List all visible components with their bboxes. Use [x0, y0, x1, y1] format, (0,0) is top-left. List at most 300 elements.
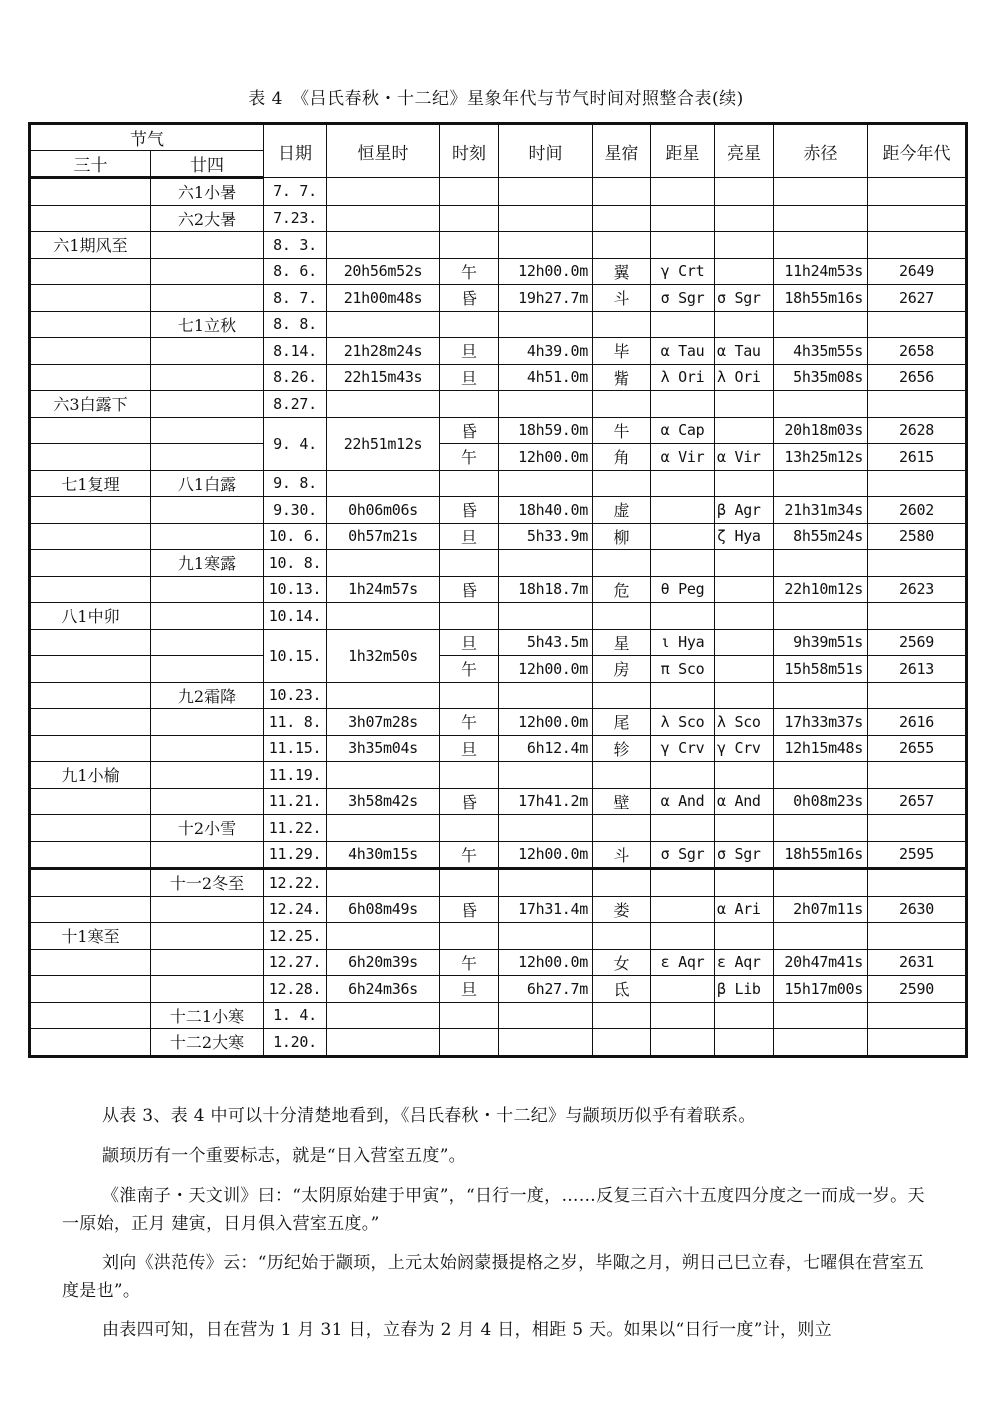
cell-moment — [440, 815, 499, 842]
cell-moment — [440, 1029, 499, 1057]
table-row — [30, 311, 967, 338]
cell-juxing — [651, 1002, 715, 1029]
cell-moment — [440, 923, 499, 950]
cell-time: 19h27.7m — [499, 285, 593, 312]
cell-sidereal: 0h06m06s — [327, 497, 440, 524]
cell-juxing — [651, 896, 715, 923]
cell-sidereal: 6h20m39s — [327, 949, 440, 976]
table-row — [30, 788, 967, 815]
cell-ra — [774, 1029, 868, 1057]
cell-moment: 昏 — [440, 285, 499, 312]
cell-sanshi — [30, 788, 151, 815]
cell-ershisi — [151, 762, 264, 789]
cell-ershisi — [151, 258, 264, 285]
cell-ershisi — [151, 656, 264, 683]
cell-years: 2623 — [868, 576, 967, 603]
cell-liangxing: α And — [715, 788, 774, 815]
table-row — [30, 762, 967, 789]
cell-juxing — [651, 976, 715, 1003]
header-juxing: 距星 — [651, 124, 715, 178]
cell-ershisi — [151, 444, 264, 471]
cell-moment: 午 — [440, 841, 499, 869]
cell-ershisi: 十一2冬至 — [151, 869, 264, 897]
cell-years — [868, 762, 967, 789]
cell-ershisi — [151, 603, 264, 630]
cell-moment: 昏 — [440, 576, 499, 603]
cell-moment: 旦 — [440, 364, 499, 391]
cell-sidereal: 6h24m36s — [327, 976, 440, 1003]
cell-sanshi — [30, 364, 151, 391]
cell-ershisi — [151, 709, 264, 736]
cell-years: 2628 — [868, 417, 967, 444]
cell-sidereal: 6h08m49s — [327, 896, 440, 923]
cell-ershisi — [151, 391, 264, 418]
cell-ershisi — [151, 576, 264, 603]
cell-time — [499, 550, 593, 577]
cell-sidereal — [327, 815, 440, 842]
cell-date: 8. 3. — [264, 232, 327, 259]
cell-liangxing — [715, 311, 774, 338]
cell-moment: 旦 — [440, 976, 499, 1003]
cell-ershisi — [151, 523, 264, 550]
cell-time: 12h00.0m — [499, 841, 593, 869]
cell-liangxing — [715, 576, 774, 603]
cell-sanshi — [30, 709, 151, 736]
cell-sanshi: 七1复理 — [30, 470, 151, 497]
cell-xiu — [593, 1002, 651, 1029]
cell-liangxing — [715, 205, 774, 232]
cell-sanshi — [30, 656, 151, 683]
cell-sanshi — [30, 523, 151, 550]
cell-years: 2613 — [868, 656, 967, 683]
header-liangxing: 亮星 — [715, 124, 774, 178]
cell-sidereal — [327, 391, 440, 418]
cell-moment — [440, 603, 499, 630]
cell-sidereal: 0h57m21s — [327, 523, 440, 550]
cell-ra — [774, 815, 868, 842]
table-row — [30, 258, 967, 285]
cell-years: 2649 — [868, 258, 967, 285]
cell-sanshi — [30, 311, 151, 338]
cell-sanshi — [30, 417, 151, 444]
cell-xiu: 壁 — [593, 788, 651, 815]
cell-sanshi: 六1期风至 — [30, 232, 151, 259]
cell-ra — [774, 470, 868, 497]
cell-liangxing — [715, 815, 774, 842]
cell-time — [499, 682, 593, 709]
cell-time — [499, 311, 593, 338]
cell-sidereal — [327, 869, 440, 897]
cell-time: 18h40.0m — [499, 497, 593, 524]
cell-sidereal — [327, 550, 440, 577]
cell-time: 6h27.7m — [499, 976, 593, 1003]
cell-xiu: 娄 — [593, 896, 651, 923]
cell-years — [868, 869, 967, 897]
table-row — [30, 364, 967, 391]
cell-ra — [774, 762, 868, 789]
cell-ershisi: 九1寒露 — [151, 550, 264, 577]
cell-juxing — [651, 311, 715, 338]
cell-date: 10.14. — [264, 603, 327, 630]
cell-ra — [774, 550, 868, 577]
cell-ra: 15h58m51s — [774, 656, 868, 683]
cell-xiu — [593, 205, 651, 232]
cell-time: 6h12.4m — [499, 735, 593, 762]
header-xiu: 星宿 — [593, 124, 651, 178]
cell-time: 5h43.5m — [499, 629, 593, 656]
cell-sanshi — [30, 258, 151, 285]
cell-sanshi — [30, 841, 151, 869]
table-row — [30, 709, 967, 736]
header-time: 时间 — [499, 124, 593, 178]
cell-juxing: σ Sgr — [651, 841, 715, 869]
table-row — [30, 869, 967, 897]
cell-time: 18h59.0m — [499, 417, 593, 444]
cell-moment — [440, 762, 499, 789]
cell-sanshi — [30, 338, 151, 365]
header-ra: 赤径 — [774, 124, 868, 178]
table-row — [30, 1029, 967, 1057]
table-row — [30, 976, 967, 1003]
cell-ra: 12h15m48s — [774, 735, 868, 762]
cell-sidereal: 22h51m12s — [327, 417, 440, 470]
cell-date: 10. 8. — [264, 550, 327, 577]
cell-years: 2627 — [868, 285, 967, 312]
cell-juxing — [651, 205, 715, 232]
cell-juxing: α Vir — [651, 444, 715, 471]
cell-years — [868, 232, 967, 259]
cell-juxing: γ Crv — [651, 735, 715, 762]
cell-sanshi — [30, 682, 151, 709]
cell-sanshi — [30, 949, 151, 976]
cell-years — [868, 1029, 967, 1057]
cell-date: 1.20. — [264, 1029, 327, 1057]
cell-juxing — [651, 550, 715, 577]
paragraph — [62, 1182, 934, 1238]
header-moment: 时刻 — [440, 124, 499, 178]
cell-time — [499, 205, 593, 232]
cell-ra: 21h31m34s — [774, 497, 868, 524]
cell-juxing — [651, 1029, 715, 1057]
cell-liangxing — [715, 258, 774, 285]
cell-date: 11. 8. — [264, 709, 327, 736]
cell-xiu — [593, 232, 651, 259]
cell-juxing: α Tau — [651, 338, 715, 365]
cell-time — [499, 232, 593, 259]
paragraph-text: 刘向《洪范传》云：“历纪始于颛顼，上元太始阏蒙摄提格之岁，毕陬之月，朔日己巳立春，七曜俱在营室五度是也”。 — [62, 1253, 925, 1301]
cell-xiu — [593, 762, 651, 789]
cell-date: 11.29. — [264, 841, 327, 869]
cell-xiu: 觜 — [593, 364, 651, 391]
cell-time: 12h00.0m — [499, 949, 593, 976]
cell-juxing: α And — [651, 788, 715, 815]
cell-ra: 13h25m12s — [774, 444, 868, 471]
cell-sidereal: 3h35m04s — [327, 735, 440, 762]
table-row — [30, 205, 967, 232]
cell-juxing — [651, 815, 715, 842]
cell-juxing — [651, 178, 715, 206]
cell-sidereal: 21h28m24s — [327, 338, 440, 365]
table-row — [30, 949, 967, 976]
cell-time — [499, 815, 593, 842]
cell-xiu: 牛 — [593, 417, 651, 444]
cell-sidereal: 1h24m57s — [327, 576, 440, 603]
cell-date: 12.22. — [264, 869, 327, 897]
cell-years — [868, 1002, 967, 1029]
cell-moment — [440, 205, 499, 232]
table-row — [30, 735, 967, 762]
cell-date: 8. 6. — [264, 258, 327, 285]
cell-juxing: α Cap — [651, 417, 715, 444]
cell-years: 2656 — [868, 364, 967, 391]
header-date: 日期 — [264, 124, 327, 178]
cell-xiu — [593, 391, 651, 418]
cell-sanshi — [30, 550, 151, 577]
cell-moment: 午 — [440, 949, 499, 976]
paragraph-text: 从表 3、表 4 中可以十分清楚地看到，《吕氏春秋・十二纪》与颛顼历似乎有着联系。 — [102, 1106, 756, 1126]
paragraph-text: 颛顼历有一个重要标志，就是“日入营室五度”。 — [102, 1146, 466, 1166]
cell-time — [499, 470, 593, 497]
paragraph — [62, 1249, 934, 1305]
cell-liangxing: λ Sco — [715, 709, 774, 736]
cell-date: 11.21. — [264, 788, 327, 815]
cell-liangxing: α Tau — [715, 338, 774, 365]
table-row — [30, 682, 967, 709]
cell-sidereal: 22h15m43s — [327, 364, 440, 391]
cell-xiu: 虚 — [593, 497, 651, 524]
cell-years: 2658 — [868, 338, 967, 365]
cell-time: 12h00.0m — [499, 656, 593, 683]
cell-xiu: 房 — [593, 656, 651, 683]
cell-ra — [774, 311, 868, 338]
table-row — [30, 896, 967, 923]
cell-years — [868, 391, 967, 418]
cell-xiu: 斗 — [593, 285, 651, 312]
cell-juxing: σ Sgr — [651, 285, 715, 312]
cell-moment — [440, 470, 499, 497]
cell-juxing — [651, 762, 715, 789]
cell-moment — [440, 311, 499, 338]
cell-xiu — [593, 682, 651, 709]
cell-sanshi — [30, 896, 151, 923]
cell-date: 10. 6. — [264, 523, 327, 550]
cell-sidereal — [327, 762, 440, 789]
paragraph — [62, 1102, 934, 1130]
star-solar-term-table — [28, 122, 968, 1058]
cell-date: 12.25. — [264, 923, 327, 950]
cell-date: 8. 7. — [264, 285, 327, 312]
table-row — [30, 232, 967, 259]
cell-ershisi: 十二1小寒 — [151, 1002, 264, 1029]
cell-time: 5h33.9m — [499, 523, 593, 550]
cell-liangxing — [715, 550, 774, 577]
cell-xiu: 女 — [593, 949, 651, 976]
cell-liangxing — [715, 682, 774, 709]
cell-date: 7. 7. — [264, 178, 327, 206]
cell-sanshi: 八1中卯 — [30, 603, 151, 630]
cell-date: 8.27. — [264, 391, 327, 418]
cell-ershisi: 六2大暑 — [151, 205, 264, 232]
cell-date: 10.15. — [264, 629, 327, 682]
table-row — [30, 923, 967, 950]
cell-ershisi: 十二2大寒 — [151, 1029, 264, 1057]
cell-time — [499, 869, 593, 897]
cell-liangxing: β Lib — [715, 976, 774, 1003]
cell-juxing: ι Hya — [651, 629, 715, 656]
paragraph-text: 由表四可知，日在营为 1 月 31 日，立春为 2 月 4 日，相距 5 天。如果以“日行一度”计，则立 — [102, 1320, 832, 1340]
cell-moment: 昏 — [440, 896, 499, 923]
cell-time — [499, 923, 593, 950]
cell-ershisi — [151, 788, 264, 815]
cell-juxing — [651, 470, 715, 497]
cell-liangxing — [715, 923, 774, 950]
cell-ra: 22h10m12s — [774, 576, 868, 603]
cell-ra: 5h35m08s — [774, 364, 868, 391]
table-row — [30, 391, 967, 418]
cell-sidereal: 3h58m42s — [327, 788, 440, 815]
cell-date: 8.14. — [264, 338, 327, 365]
cell-xiu: 尾 — [593, 709, 651, 736]
cell-ershisi: 七1立秋 — [151, 311, 264, 338]
cell-moment: 昏 — [440, 788, 499, 815]
cell-ershisi — [151, 497, 264, 524]
header-ershisi: 廿四 — [151, 151, 264, 178]
cell-sanshi — [30, 1002, 151, 1029]
cell-ra: 20h18m03s — [774, 417, 868, 444]
cell-liangxing — [715, 1002, 774, 1029]
table-row — [30, 338, 967, 365]
cell-sanshi — [30, 205, 151, 232]
cell-sidereal — [327, 178, 440, 206]
cell-ra: 15h17m00s — [774, 976, 868, 1003]
table-caption: 表 4 《吕氏春秋・十二纪》星象年代与节气时间对照整合表(续) — [248, 89, 744, 109]
cell-xiu — [593, 470, 651, 497]
cell-years: 2590 — [868, 976, 967, 1003]
cell-liangxing — [715, 603, 774, 630]
cell-juxing — [651, 923, 715, 950]
cell-sanshi: 六3白露下 — [30, 391, 151, 418]
cell-sanshi — [30, 285, 151, 312]
cell-years — [868, 682, 967, 709]
cell-sanshi — [30, 444, 151, 471]
cell-xiu — [593, 869, 651, 897]
cell-liangxing: α Ari — [715, 896, 774, 923]
cell-years — [868, 550, 967, 577]
cell-years: 2655 — [868, 735, 967, 762]
cell-sanshi — [30, 178, 151, 206]
cell-ershisi: 十2小雪 — [151, 815, 264, 842]
cell-juxing: ε Aqr — [651, 949, 715, 976]
cell-sidereal: 20h56m52s — [327, 258, 440, 285]
cell-moment: 昏 — [440, 417, 499, 444]
cell-xiu — [593, 311, 651, 338]
cell-xiu: 危 — [593, 576, 651, 603]
cell-xiu: 毕 — [593, 338, 651, 365]
cell-years: 2595 — [868, 841, 967, 869]
table-row — [30, 497, 967, 524]
table-row — [30, 656, 967, 683]
cell-xiu: 柳 — [593, 523, 651, 550]
table-row — [30, 444, 967, 471]
cell-liangxing: ζ Hya — [715, 523, 774, 550]
cell-juxing: θ Peg — [651, 576, 715, 603]
cell-ra — [774, 178, 868, 206]
cell-ershisi — [151, 923, 264, 950]
cell-time: 12h00.0m — [499, 709, 593, 736]
cell-time: 18h18.7m — [499, 576, 593, 603]
cell-date: 11.15. — [264, 735, 327, 762]
cell-ra: 8h55m24s — [774, 523, 868, 550]
cell-sanshi — [30, 735, 151, 762]
cell-years — [868, 311, 967, 338]
header-sanshi: 三十 — [30, 151, 151, 178]
cell-ra — [774, 232, 868, 259]
cell-ra: 20h47m41s — [774, 949, 868, 976]
cell-time: 12h00.0m — [499, 258, 593, 285]
table-row — [30, 417, 967, 444]
cell-xiu — [593, 603, 651, 630]
cell-moment: 昏 — [440, 497, 499, 524]
cell-moment — [440, 869, 499, 897]
cell-time: 4h39.0m — [499, 338, 593, 365]
cell-juxing — [651, 391, 715, 418]
cell-sanshi — [30, 497, 151, 524]
cell-ra — [774, 923, 868, 950]
cell-ershisi: 六1小暑 — [151, 178, 264, 206]
cell-date: 12.24. — [264, 896, 327, 923]
cell-moment: 午 — [440, 709, 499, 736]
cell-liangxing: σ Sgr — [715, 841, 774, 869]
cell-xiu — [593, 550, 651, 577]
cell-ershisi: 九2霜降 — [151, 682, 264, 709]
table-row — [30, 285, 967, 312]
cell-moment — [440, 550, 499, 577]
cell-years — [868, 923, 967, 950]
table-row — [30, 629, 967, 656]
table-row — [30, 470, 967, 497]
cell-years: 2580 — [868, 523, 967, 550]
header-years: 距今年代 — [868, 124, 967, 178]
cell-sanshi — [30, 629, 151, 656]
cell-moment: 旦 — [440, 735, 499, 762]
cell-ra: 2h07m11s — [774, 896, 868, 923]
cell-sidereal — [327, 1002, 440, 1029]
cell-date: 8. 8. — [264, 311, 327, 338]
cell-sanshi: 十1寒至 — [30, 923, 151, 950]
cell-ershisi — [151, 841, 264, 869]
cell-ershisi — [151, 976, 264, 1003]
cell-xiu — [593, 178, 651, 206]
cell-xiu — [593, 923, 651, 950]
table-row — [30, 841, 967, 869]
cell-moment: 旦 — [440, 338, 499, 365]
cell-date: 12.28. — [264, 976, 327, 1003]
cell-sidereal: 1h32m50s — [327, 629, 440, 682]
cell-liangxing — [715, 1029, 774, 1057]
cell-ra: 9h39m51s — [774, 629, 868, 656]
table-row — [30, 1002, 967, 1029]
cell-moment — [440, 178, 499, 206]
cell-sanshi — [30, 976, 151, 1003]
cell-sidereal — [327, 311, 440, 338]
cell-date: 8.26. — [264, 364, 327, 391]
cell-ra: 0h08m23s — [774, 788, 868, 815]
cell-date: 12.27. — [264, 949, 327, 976]
cell-liangxing — [715, 762, 774, 789]
cell-xiu — [593, 1029, 651, 1057]
cell-liangxing: σ Sgr — [715, 285, 774, 312]
cell-years — [868, 603, 967, 630]
